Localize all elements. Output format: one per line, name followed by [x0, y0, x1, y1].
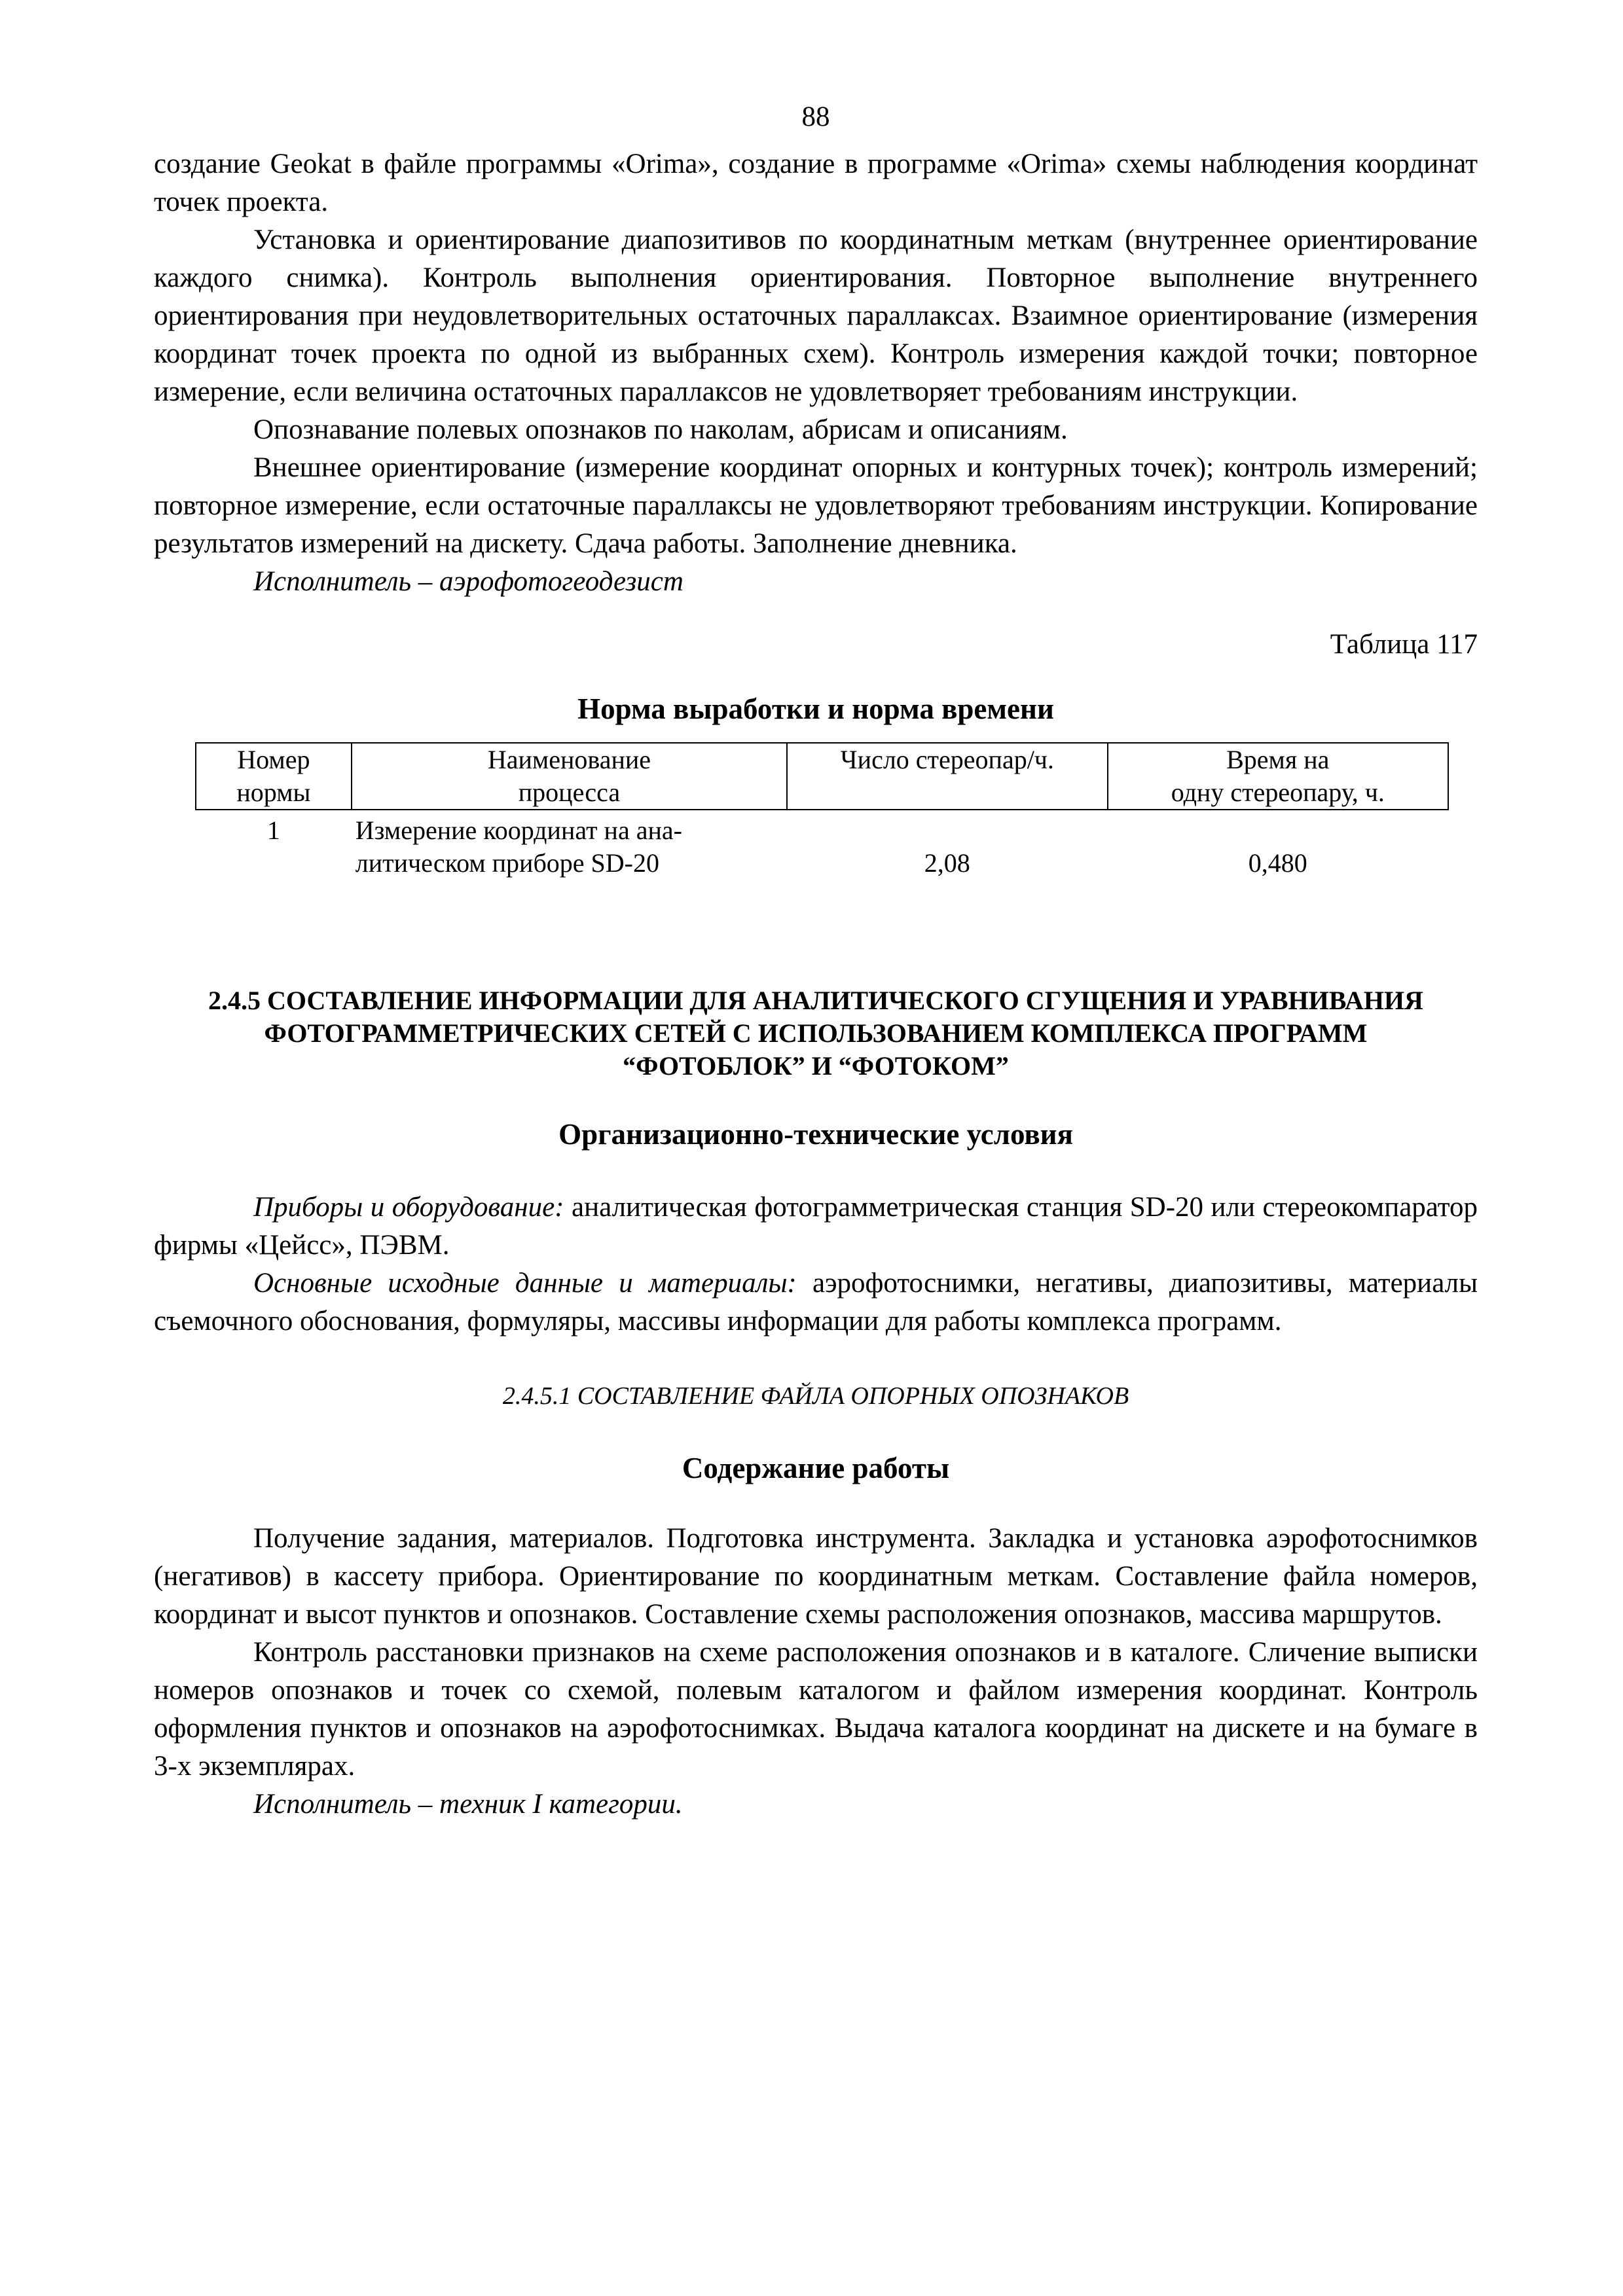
header-process-name: Наименование процесса: [352, 743, 787, 810]
paragraph: Получение задания, материалов. Подготовка инструмента. Закладка и установка аэрофотоснимков (негативов) в кассету прибора. Ориентирование по координатным меткам. Составление файла номеров, координат и высот пунктов и опознаков. Составление схемы расположения опознаков, массива маршрутов.: [154, 1523, 1478, 1630]
content-title: Содержание работы: [682, 1452, 950, 1484]
document-page: [154, 98, 1478, 1823]
paragraph: Внешнее ориентирование (измерение координат опорных и контурных точек); контроль измерений; повторное измерение, если остаточные параллаксы не удовлетворяют требованиям инструкции. Копирование результатов измерений на дискету. Сдача работы. Заполнение дневника.: [154, 452, 1478, 559]
paragraph: Контроль расстановки признаков на схеме расположения опознаков и в каталоге. Сличение выписки номеров опознаков и точек со схемой, полевым каталогом и файлом измерения координат. Контроль оформления пунктов и опознаков на аэрофотоснимках. Выдача каталога координат на дискете и на бумаге в 3-х экземплярах.: [154, 1637, 1478, 1782]
executor-line: Исполнитель – аэрофотогеодезист: [253, 566, 684, 597]
header-stereopairs-per-hour: Число стереопар/ч.: [787, 743, 1107, 810]
table-title: Норма выработки и норма времени: [577, 692, 1054, 725]
cell-rate: 2,08: [924, 848, 970, 878]
paragraph: Установка и ориентирование диапозитивов по координатным меткам (внутреннее ориентирование каждого снимка). Контроль выполнения ориентирования. Повторное выполнение внутреннего ориентирования при неудовлетворительных остаточных параллаксах. Взаимное ориентирование (измерения координат точек проекта по одной из выбранных схем). Контроль измерения каждой точки; повторное измерение, если величина остаточных параллаксов не удовлетворяет требованиям инструкции.: [154, 224, 1478, 407]
cell-number: 1: [266, 816, 280, 845]
table-header-row: [196, 743, 1448, 810]
cell-time: 0,480: [1248, 848, 1307, 878]
subsection-heading: 2.4.5.1 СОСТАВЛЕНИЕ ФАЙЛА ОПОРНЫХ ОПОЗНАКОВ: [502, 1382, 1129, 1410]
header-norm-number: Номер нормы: [196, 743, 352, 810]
table-row: [196, 810, 1448, 880]
paragraph: создание Geokat в файле программы «Orima», создание в программе «Orima» схемы наблюдения координат точек проекта.: [154, 149, 1478, 217]
executor-line: Исполнитель – техник I категории.: [253, 1789, 683, 1820]
paragraph: Опознавание полевых опознаков по наколам, абрисам и описаниям.: [253, 414, 1068, 445]
equipment-label: Приборы и оборудование:: [253, 1192, 564, 1223]
norms-table: [195, 742, 1449, 880]
header-time-per-pair: Время на одну стереопару, ч.: [1108, 743, 1448, 810]
materials-label: Основные исходные данные и материалы:: [253, 1268, 797, 1299]
table-number: Таблица 117: [1330, 629, 1478, 660]
conditions-title: Организационно-технические условия: [558, 1118, 1073, 1151]
equipment-paragraph: Приборы и оборудование: аналитическая фотограмметрическая станция SD-20 или стереокомпаратор фирмы «Цейсс», ПЭВМ.: [154, 1192, 1478, 1261]
cell-process-name: Измерение координат на ана- литическом приборе SD-20: [355, 816, 682, 878]
page-number: 88: [801, 101, 830, 132]
materials-paragraph: Основные исходные данные и материалы: аэрофотоснимки, негативы, диапозитивы, материалы съемочного обоснования, формуляры, массивы информации для работы комплекса программ.: [154, 1268, 1478, 1336]
section-heading: 2.4.5 СОСТАВЛЕНИЕ ИНФОРМАЦИИ ДЛЯ АНАЛИТИЧЕСКОГО СГУЩЕНИЯ И УРАВНИВАНИЯ ФОТОГРАММЕТРИЧЕСКИХ СЕТЕЙ С ИСПОЛЬЗОВАНИЕМ КОМПЛЕКСА ПРОГРАММ “ФОТОБЛОК” И “ФОТОКОМ”: [208, 986, 1423, 1081]
